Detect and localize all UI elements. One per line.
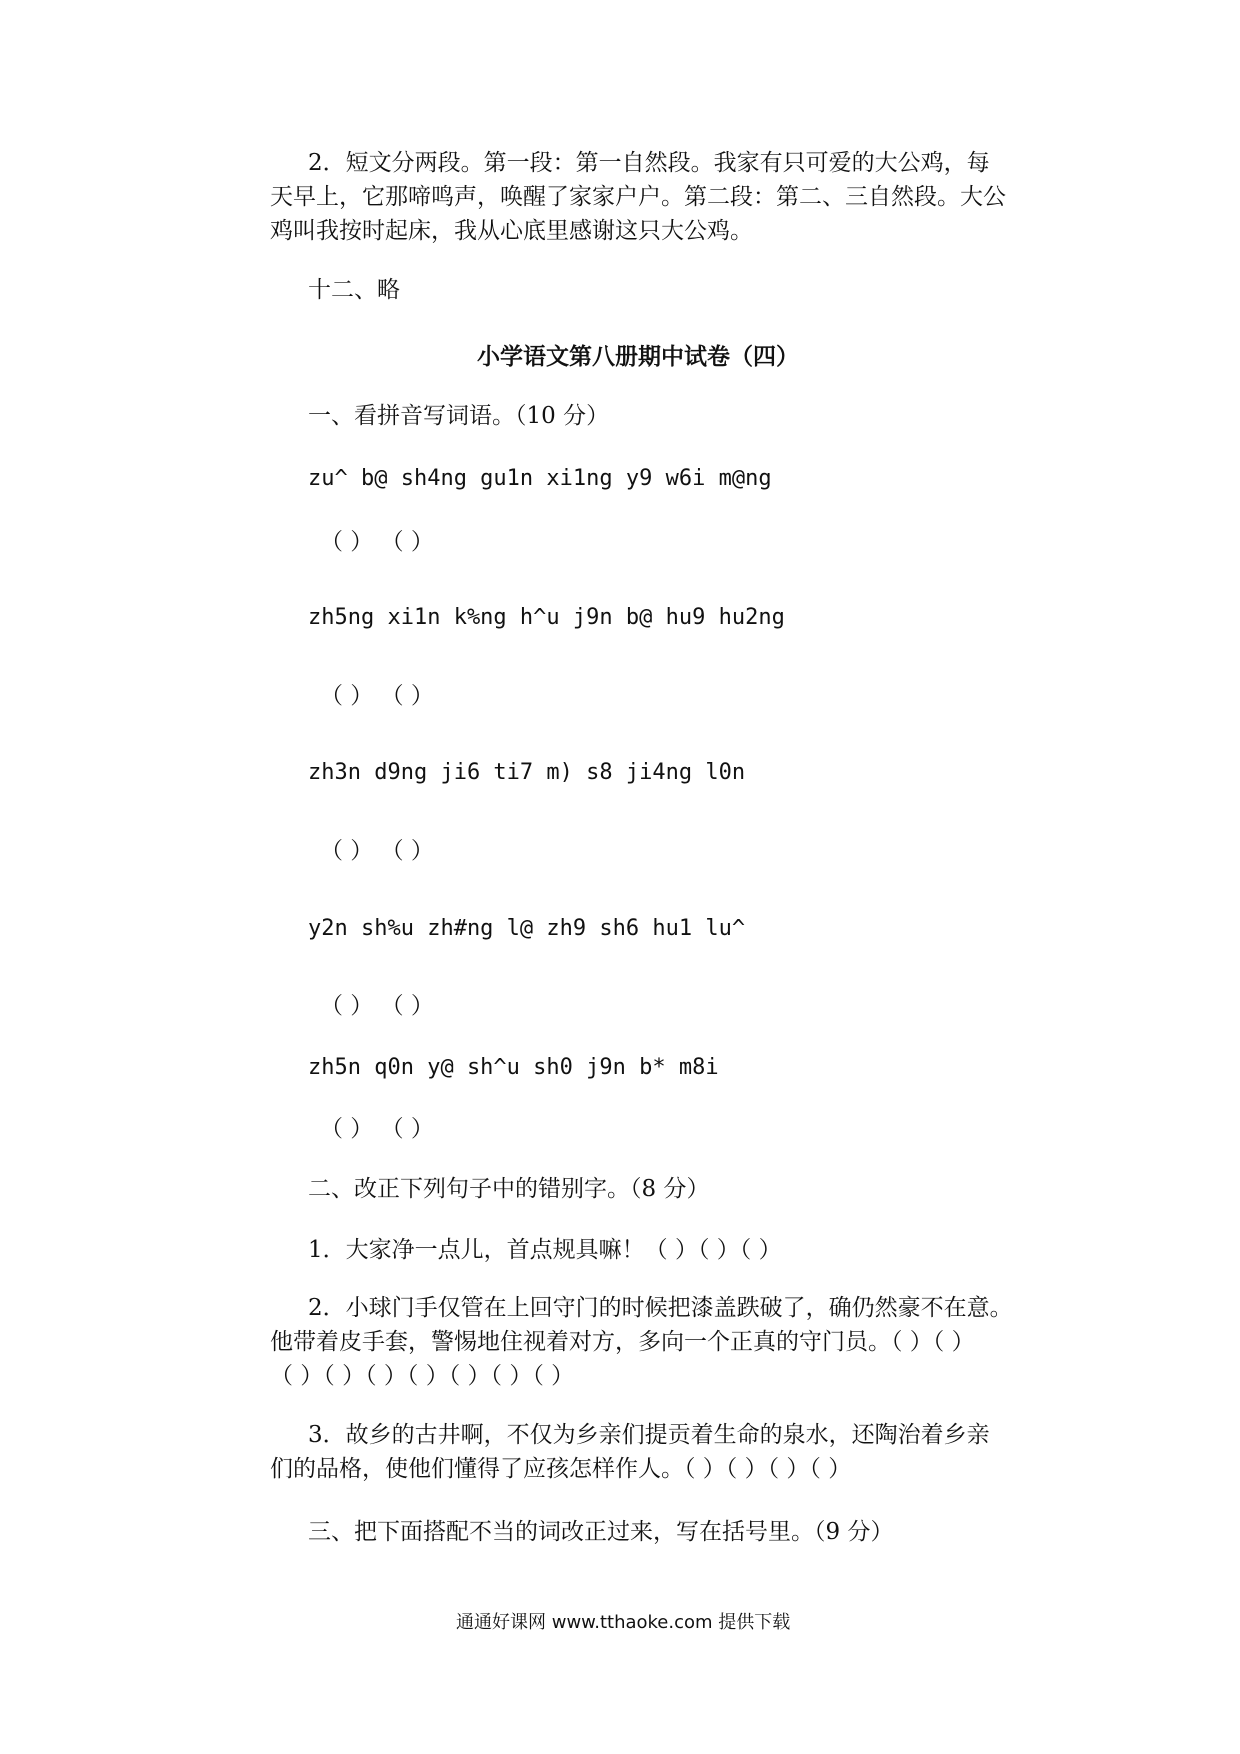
blank-row-1: （ ） （ ） — [320, 529, 434, 555]
pinyin-row-5: zh5n q0n y@ sh^u sh0 j9n b* m8i — [308, 1055, 719, 1080]
page-footer: 通通好课网 www.tthaoke.com 提供下载 — [456, 1612, 791, 1633]
blank-row-4: （ ） （ ） — [320, 993, 434, 1019]
pinyin-row-1: zu^ b@ sh4ng gu1n xi1ng y9 w6i m@ng — [308, 466, 772, 491]
section2-item3-line2: 们的品格，使他们懂得了应孩怎样作人。（ ）（ ）（ ）（ ） — [270, 1456, 852, 1482]
section1-heading: 一、看拼音写词语。（10 分） — [308, 403, 610, 429]
pinyin-row-3: zh3n d9ng ji6 ti7 m) s8 ji4ng l0n — [308, 760, 746, 785]
prev-item2-line1: 2．短文分两段。第一段：第一自然段。我家有只可爱的大公鸡，每 — [308, 150, 990, 176]
section2-item1: 1．大家净一点儿，首点规具嘛！（ ）（ ）（ ） — [308, 1237, 782, 1263]
section2-item2-line3: （ ）（ ）（ ）（ ）（ ）（ ）（ ） — [270, 1363, 575, 1389]
section2-item3-line1: 3．故乡的古井啊，不仅为乡亲们提贡着生命的泉水，还陶治着乡亲 — [308, 1422, 990, 1448]
pinyin-row-4: y2n sh%u zh#ng l@ zh9 sh6 hu1 lu^ — [308, 916, 746, 941]
blank-row-2: （ ） （ ） — [320, 683, 434, 709]
exam-title: 小学语文第八册期中试卷（四） — [477, 344, 799, 370]
prev-item2-line3: 鸡叫我按时起床，我从心底里感谢这只大公鸡。 — [270, 218, 753, 244]
prev-item12: 十二、略 — [308, 277, 400, 303]
section2-item2-line1: 2．小球门手仅管在上回守门的时候把漆盖跌破了，确仍然豪不在意。 — [308, 1295, 1013, 1321]
blank-row-3: （ ） （ ） — [320, 838, 434, 864]
section2-heading: 二、改正下列句子中的错别字。（8 分） — [308, 1176, 710, 1202]
blank-row-5: （ ） （ ） — [320, 1116, 434, 1142]
section2-item2-line2: 他带着皮手套，警惕地住视着对方，多向一个正真的守门员。（ ）（ ） — [270, 1329, 975, 1355]
pinyin-row-2: zh5ng xi1n k%ng h^u j9n b@ hu9 hu2ng — [308, 605, 785, 630]
section3-heading: 三、把下面搭配不当的词改正过来，写在括号里。（9 分） — [308, 1519, 894, 1545]
prev-item2-line2: 天早上，它那啼鸣声，唤醒了家家户户。第二段：第二、三自然段。大公 — [270, 184, 1006, 210]
